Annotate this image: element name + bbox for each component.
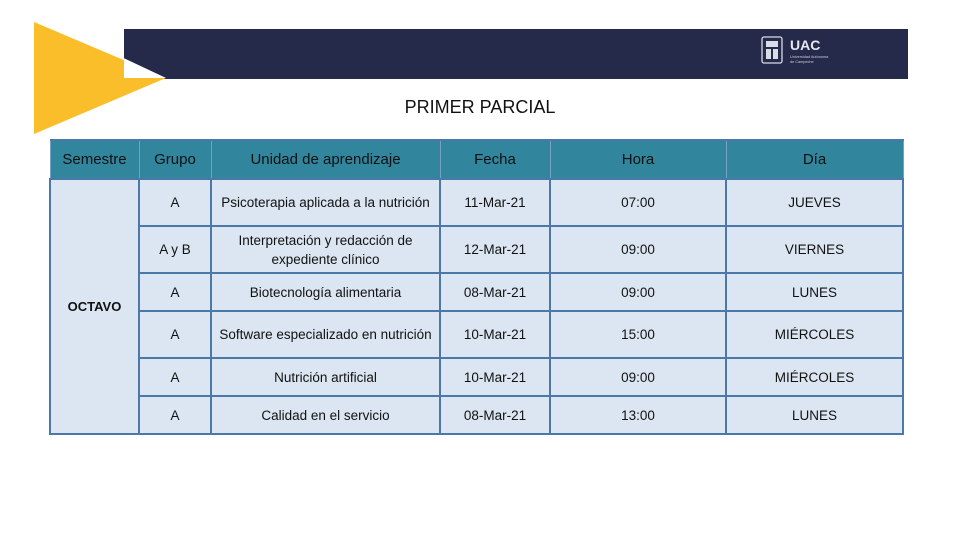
hora-cell: 15:00: [550, 311, 726, 358]
svg-text:Universidad Autónoma: Universidad Autónoma: [790, 55, 829, 59]
university-logo: [760, 35, 840, 67]
grupo-cell: A: [139, 273, 211, 311]
table-row: [50, 358, 903, 396]
yellow-arrow-decoration: [0, 0, 175, 140]
hora-cell: 09:00: [550, 226, 726, 273]
header-unidad: Unidad de aprendizaje: [211, 140, 440, 179]
grupo-cell: A y B: [139, 226, 211, 273]
hora-cell: 09:00: [550, 273, 726, 311]
hora-cell: 07:00: [550, 179, 726, 226]
header-hora: Hora: [550, 140, 726, 179]
fecha-cell: 10-Mar-21: [440, 311, 550, 358]
grupo-cell: A: [139, 358, 211, 396]
exam-schedule-table: [49, 139, 904, 435]
header-fecha: Fecha: [440, 140, 550, 179]
header-dia: Día: [726, 140, 903, 179]
dia-cell: JUEVES: [726, 179, 903, 226]
fecha-cell: 11-Mar-21: [440, 179, 550, 226]
table-row: [50, 179, 903, 226]
fecha-cell: 12-Mar-21: [440, 226, 550, 273]
dia-cell: MIÉRCOLES: [726, 311, 903, 358]
svg-text:UAC: UAC: [790, 37, 821, 53]
grupo-cell: A: [139, 179, 211, 226]
table-row: [50, 396, 903, 434]
table-header-row: [50, 140, 903, 179]
unidad-cell: Nutrición artificial: [211, 358, 440, 396]
semester-cell: OCTAVO: [50, 179, 139, 434]
unidad-cell: Interpretación y redacción de expediente clínico: [211, 226, 440, 273]
page-title: PRIMER PARCIAL: [404, 97, 556, 117]
grupo-cell: A: [139, 311, 211, 358]
dia-cell: VIERNES: [726, 226, 903, 273]
unidad-cell: Psicoterapia aplicada a la nutrición: [211, 179, 440, 226]
dia-cell: MIÉRCOLES: [726, 358, 903, 396]
table-row: [50, 311, 903, 358]
header-semestre: Semestre: [50, 140, 139, 179]
header-grupo: Grupo: [139, 140, 211, 179]
hora-cell: 13:00: [550, 396, 726, 434]
table-row: [50, 226, 903, 273]
svg-text:de Campeche: de Campeche: [790, 60, 814, 64]
fecha-cell: 08-Mar-21: [440, 273, 550, 311]
grupo-cell: A: [139, 396, 211, 434]
fecha-cell: 10-Mar-21: [440, 358, 550, 396]
hora-cell: 09:00: [550, 358, 726, 396]
dia-cell: LUNES: [726, 273, 903, 311]
fecha-cell: 08-Mar-21: [440, 396, 550, 434]
table-row: [50, 273, 903, 311]
unidad-cell: Calidad en el servicio: [211, 396, 440, 434]
unidad-cell: Biotecnología alimentaria: [211, 273, 440, 311]
crest-icon: [762, 37, 782, 63]
unidad-cell: Software especializado en nutrición: [211, 311, 440, 358]
dia-cell: LUNES: [726, 396, 903, 434]
